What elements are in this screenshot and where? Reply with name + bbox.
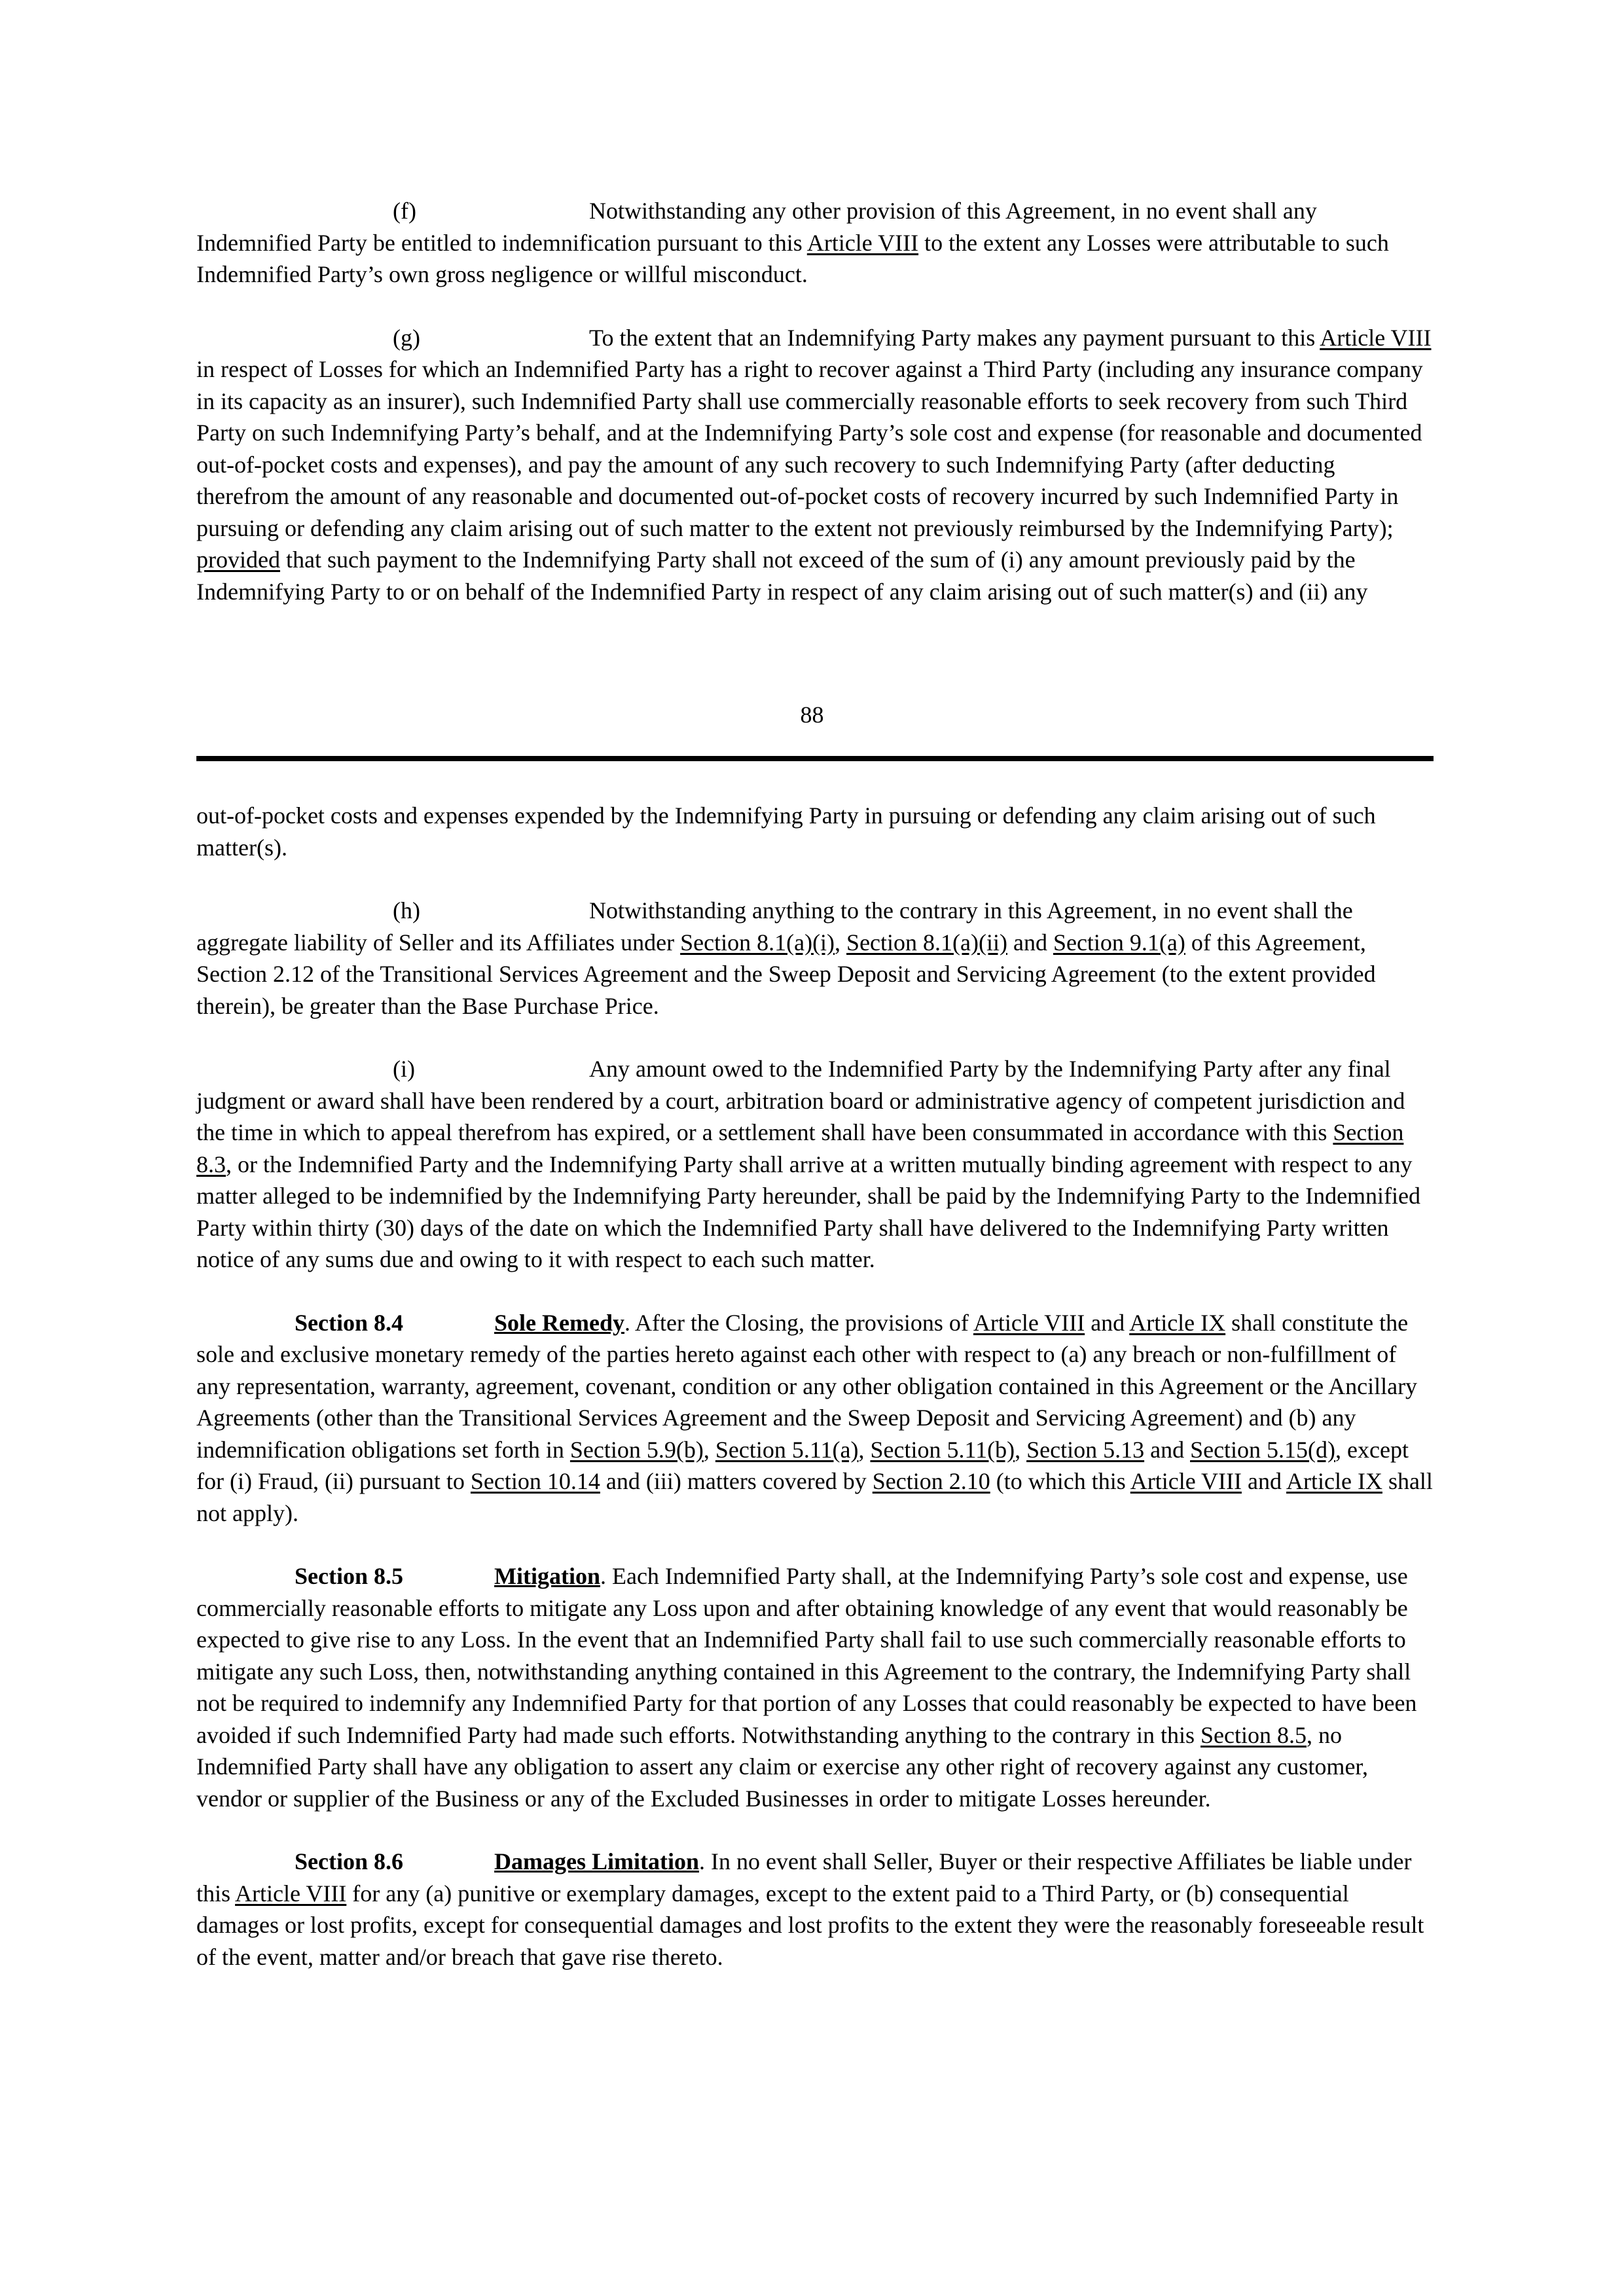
paragraph-text: that such payment to the Indemnifying Party shall not exceed of the sum of (i) any amount previously paid by the Indemnifying Party to or on behalf of the Indemnified Party in respect of any claim arising out of such matter(s) and (ii) any	[196, 547, 1368, 605]
cross-reference-link[interactable]: Section 5.11(b)	[870, 1436, 1015, 1463]
paragraph-text: for any (a) punitive or exemplary damages, except to the extent paid to a Third Party, or (b) consequential damages or lost profits, except for consequential damages and lost profits to the extent they were the reasonably foreseeable result of the event, matter and/or breach that gave rise thereto.	[196, 1880, 1424, 1970]
paragraph-text: of this Agreement, Section 2.12 of the Transitional Services Agreement and the Sweep Deposit and Servicing Agreement (to the extent provided therein), be greater than the Base Purchase Price.	[196, 929, 1376, 1019]
paragraph-text: . After the Closing, the provisions of	[624, 1309, 973, 1336]
paragraph-text: . Each Indemnified Party shall, at the Indemnifying Party’s sole cost and expense, use commercially reasonable efforts to mitigate any Loss upon and after obtaining knowledge of any event that would reasonably be expected to give rise to any Loss. In the event that an Indemnified Party shall fail to use such commercially reasonable efforts to mitigate any such Loss, then, notwithstanding anything contained in this Agreement to the contrary, the Indemnifying Party shall not be required to indemnify any Indemnified Party for that portion of any Losses that could reasonably be expected to have been avoided if such Indemnified Party had made such efforts. Notwithstanding anything to the contrary in this	[196, 1563, 1417, 1748]
cross-reference-link[interactable]: Section 8.3	[196, 1119, 1404, 1177]
cross-reference-link[interactable]: Article VIII	[973, 1309, 1085, 1336]
paragraph-text: shall not apply).	[196, 1468, 1433, 1526]
cross-reference-link[interactable]: Section 8.1(a)(ii)	[846, 929, 1007, 956]
section-heading: Sole Remedy	[494, 1309, 624, 1336]
paragraph-f	[196, 195, 1434, 291]
cross-reference-link[interactable]: Article VIII	[235, 1880, 347, 1907]
paragraph-marker: (f)	[393, 198, 416, 224]
cross-reference-link[interactable]: Article IX	[1129, 1309, 1226, 1336]
paragraph-text: , except for (i) Fraud, (ii) pursuant to	[196, 1436, 1409, 1494]
paragraph-text: and	[1144, 1436, 1191, 1463]
section-number: Section 8.6	[295, 1848, 403, 1874]
section-8-4	[196, 1307, 1434, 1530]
cross-reference-link[interactable]: Section 10.14	[470, 1468, 600, 1494]
cross-reference-link[interactable]: Article VIII	[1130, 1468, 1242, 1494]
paragraph-text: shall constitute the sole and exclusive monetary remedy of the parties hereto against each other with respect to (a) any breach or non-fulfillment of any representation, warranty, agreement, covenant, condition or any other obligation contained in this Agreement or the Ancillary Agreements (other than the Transitional Services Agreement and the Sweep Deposit and Servicing Agreement) and (b) any indemnification obligations set forth in	[196, 1309, 1418, 1463]
section-number: Section 8.4	[295, 1309, 403, 1336]
page-break-divider	[196, 756, 1434, 761]
paragraph-g	[196, 322, 1434, 608]
cross-reference-link[interactable]: Section 5.11(a)	[715, 1436, 859, 1463]
cross-reference-link[interactable]: Section 5.15(d)	[1190, 1436, 1336, 1463]
paragraph-text: . In no event shall Seller, Buyer or their respective Affiliates be liable under this	[196, 1848, 1412, 1907]
cross-reference-link[interactable]: Section 5.9(b)	[569, 1436, 704, 1463]
cross-reference-link[interactable]: Section 8.1(a)(i)	[680, 929, 835, 956]
page-88-body	[196, 195, 1434, 607]
paragraph-text: ,	[835, 929, 847, 956]
paragraph-text: , or the Indemnified Party and the Indemnifying Party shall arrive at a written mutually binding agreement with respect to any matter alleged to be indemnified by the Indemnifying Party hereunder, shall be paid by the Indemnifying Party to the Indemnified Party within thirty (30) days of the date on which the Indemnified Party shall have delivered to the Indemnifying Party written notice of any sums due and owing to it with respect to each such matter.	[196, 1151, 1421, 1272]
paragraph-text: and	[1242, 1468, 1286, 1494]
paragraph-text: and (iii) matters covered by	[600, 1468, 873, 1494]
cross-reference-link[interactable]: Section 8.5	[1200, 1721, 1307, 1748]
paragraph-text: , no Indemnified Party shall have any obligation to assert any claim or exercise any other right of recovery against any customer, vendor or supplier of the Business or any of the Excluded Businesses in order to mitigate Losses hereunder.	[196, 1721, 1368, 1812]
page-number: 88	[800, 702, 824, 728]
section-8-6	[196, 1846, 1434, 1973]
paragraph-text: ,	[858, 1436, 871, 1463]
section-heading: Mitigation	[494, 1563, 600, 1589]
paragraph-h	[196, 895, 1434, 1022]
paragraph-text: To the extent that an Indemnifying Party makes any payment pursuant to this	[589, 324, 1320, 351]
page-89-body	[196, 800, 1434, 1973]
cross-reference-link[interactable]: Article VIII	[806, 229, 919, 256]
paragraph-text: in respect of Losses for which an Indemnified Party has a right to recover against a Third Party (including any insurance company in its capacity as an insurer), such Indemnified Party shall use commercially reasonable efforts to seek recovery from such Third Party on such Indemnifying Party’s behalf, and at the Indemnifying Party’s sole cost and expense (for reasonable and documented out-of-pocket costs and expenses), and pay the amount of any such recovery to such Indemnifying Party (after deducting therefrom the amount of any reasonable and documented out-of-pocket costs of recovery incurred by such Indemnified Party in pursuing or defending any claim arising out of such matter to the extent not previously reimbursed by the Indemnifying Party);	[196, 356, 1423, 541]
paragraph-marker: (i)	[393, 1056, 415, 1082]
paragraph-marker: (h)	[393, 897, 420, 924]
paragraph-text: Notwithstanding anything to the contrary in this Agreement, in no event shall the aggregate liability of Seller and its Affiliates under	[196, 897, 1353, 956]
paragraph-text: Any amount owed to the Indemnified Party by the Indemnifying Party after any final judgment or award shall have been rendered by a court, arbitration board or administrative agency of competent jurisdiction and the time in which to appeal therefrom has expired, or a settlement shall have been consummated in accordance with this	[196, 1056, 1405, 1145]
paragraph-text: and	[1007, 929, 1053, 956]
paragraph-marker: (g)	[393, 324, 420, 351]
provided-term: provided	[196, 547, 280, 573]
cross-reference-link[interactable]: Article VIII	[1320, 324, 1432, 351]
paragraph-text: and	[1085, 1309, 1130, 1336]
cross-reference-link[interactable]: Article IX	[1286, 1468, 1382, 1494]
paragraph-text: ,	[703, 1436, 715, 1463]
paragraph-i	[196, 1053, 1434, 1276]
cross-reference-link[interactable]: Section 9.1(a)	[1053, 929, 1185, 956]
paragraph-continuation: out-of-pocket costs and expenses expended by the Indemnifying Party in pursuing or defending any claim arising out of such matter(s).	[196, 802, 1376, 861]
paragraph-text: Notwithstanding any other provision of this Agreement, in no event shall any Indemnified Party be entitled to indemnification pursuant to this	[196, 198, 1317, 256]
section-8-5	[196, 1560, 1434, 1814]
paragraph-text: to the extent any Losses were attributable to such Indemnified Party’s own gross negligence or willful misconduct.	[196, 229, 1389, 287]
paragraph-text: (to which this	[990, 1468, 1130, 1494]
section-number: Section 8.5	[295, 1563, 403, 1589]
cross-reference-link[interactable]: Section 5.13	[1026, 1436, 1145, 1463]
section-heading: Damages Limitation	[494, 1848, 699, 1874]
paragraph-text: ,	[1015, 1436, 1027, 1463]
cross-reference-link[interactable]: Section 2.10	[872, 1468, 990, 1494]
